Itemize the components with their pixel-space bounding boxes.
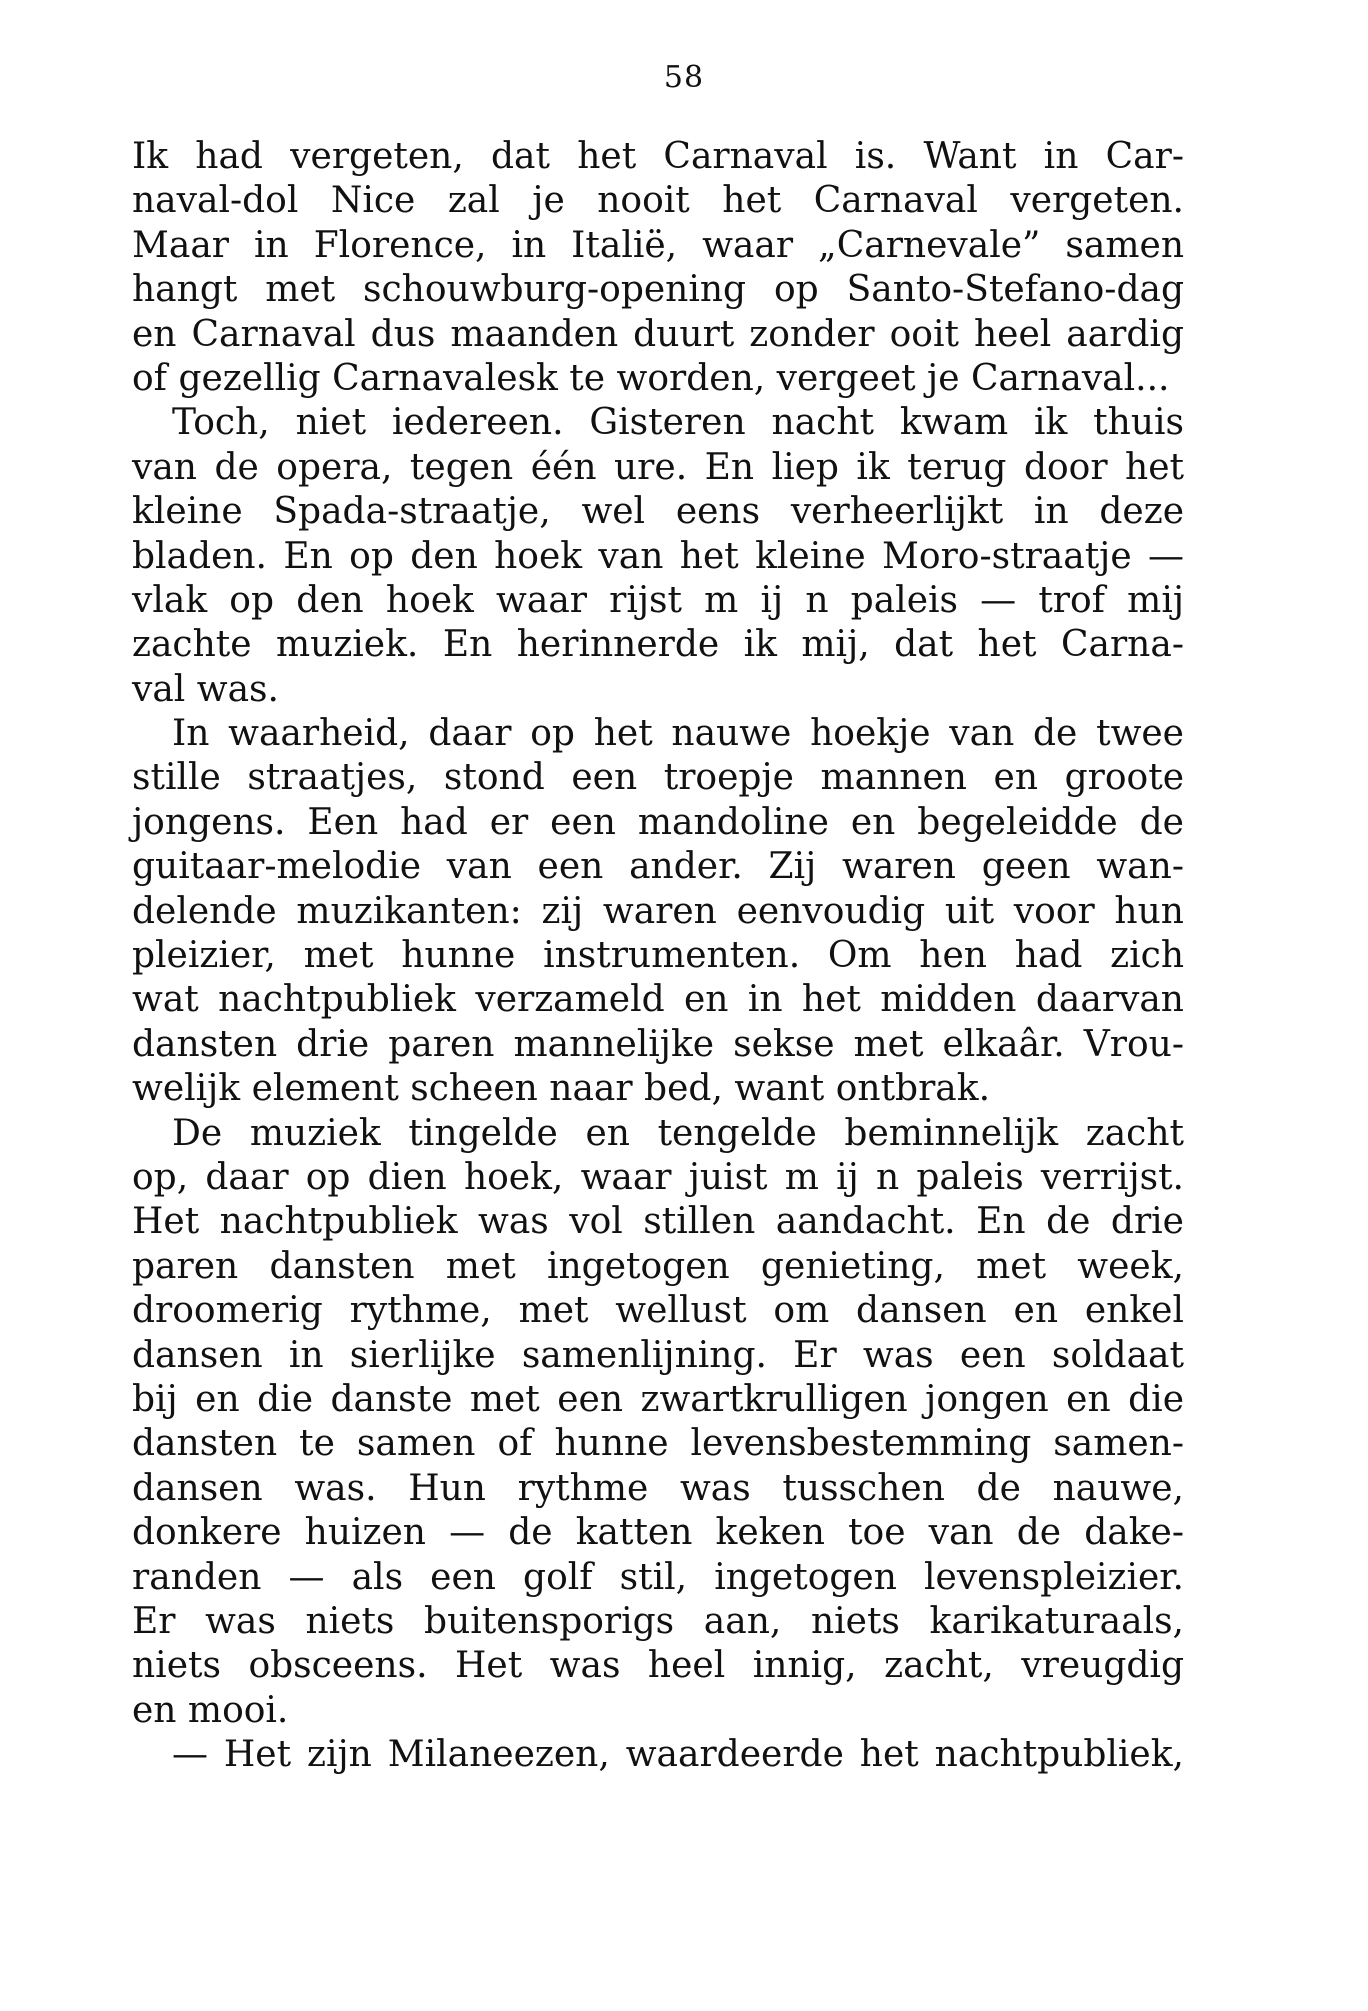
text-line: val was. (132, 668, 279, 710)
text-line: vlak op den hoek waar rijst m ij n paleis — trof mij (132, 579, 1184, 621)
text-line: guitaar-melodie van een ander. Zij waren geen wan- (132, 846, 1184, 888)
text-line: randen — als een golf stil, ingetogen levenspleizier. (132, 1556, 1184, 1598)
text-line: paren dansten met ingetogen genieting, met week, (132, 1245, 1184, 1287)
text-line: droomerig rythme, met wellust om dansen en enkel (132, 1290, 1184, 1332)
text-line: wat nachtpubliek verzameld en in het midden daarvan (132, 979, 1184, 1021)
text-line: Toch, niet iedereen. Gisteren nacht kwam ik thuis (172, 402, 1184, 444)
text-line: kleine Spada-straatje, wel eens verheerlijkt in deze (132, 491, 1184, 533)
text-line: bladen. En op den hoek van het kleine Moro-straatje — (132, 535, 1184, 577)
text-line: dansten drie paren mannelijke sekse met elkaâr. Vrou- (132, 1023, 1184, 1065)
text-line: pleizier, met hunne instrumenten. Om hen had zich (132, 935, 1184, 977)
text-line: donkere huizen — de katten keken toe van de dake- (132, 1512, 1184, 1554)
text-line: zachte muziek. En herinnerde ik mij, dat het Carna- (132, 624, 1184, 666)
text-line: welijk element scheen naar bed, want ontbrak. (132, 1068, 991, 1110)
text-line: Ik had vergeten, dat het Carnaval is. Want in Car- (132, 136, 1184, 177)
text-line: of gezellig Carnavalesk te worden, vergeet je Carnaval... (132, 357, 1170, 399)
text-line: hangt met schouwburg-opening op Santo-Stefano-dag (132, 269, 1184, 311)
text-line: De muziek tingelde en tengelde beminnelijk zacht (172, 1112, 1184, 1154)
text-line: — Het zijn Milaneezen, waardeerde het nachtpubliek, (172, 1734, 1184, 1776)
body-text (132, 135, 1184, 1777)
text-line: en mooi. (132, 1689, 289, 1731)
text-line: jongens. Een had er een mandoline en begeleidde de (132, 801, 1184, 843)
text-line: Het nachtpubliek was vol stillen aandacht. En de drie (132, 1201, 1184, 1243)
text-line: dansen was. Hun rythme was tusschen de nauwe, (132, 1467, 1184, 1509)
text-line: Er was niets buitensporigs aan, niets karikaturaals, (132, 1600, 1184, 1642)
page-number: 58 (663, 60, 705, 95)
text-line: niets obsceens. Het was heel innig, zacht, vreugdig (132, 1645, 1184, 1687)
text-line: bij en die danste met een zwartkrulligen jongen en die (132, 1378, 1184, 1420)
text-line: op, daar op dien hoek, waar juist m ij n paleis verrijst. (132, 1156, 1184, 1198)
text-line: In waarheid, daar op het nauwe hoekje van de twee (172, 713, 1184, 755)
text-line: stille straatjes, stond een troepje mannen en groote (132, 757, 1184, 799)
text-line: dansen in sierlijke samenlijning. Er was een soldaat (132, 1334, 1184, 1376)
text-line: Maar in Florence, in Italië, waar „Carnevale” samen (132, 224, 1184, 266)
text-line: en Carnaval dus maanden duurt zonder ooit heel aardig (132, 313, 1184, 355)
text-line: van de opera, tegen één ure. En liep ik terug door het (132, 446, 1184, 488)
text-line: naval-dol Nice zal je nooit het Carnaval vergeten. (132, 180, 1184, 222)
text-line: dansten te samen of hunne levensbestemming samen- (132, 1423, 1184, 1465)
text-line: delende muzikanten: zij waren eenvoudig uit voor hun (132, 890, 1184, 932)
